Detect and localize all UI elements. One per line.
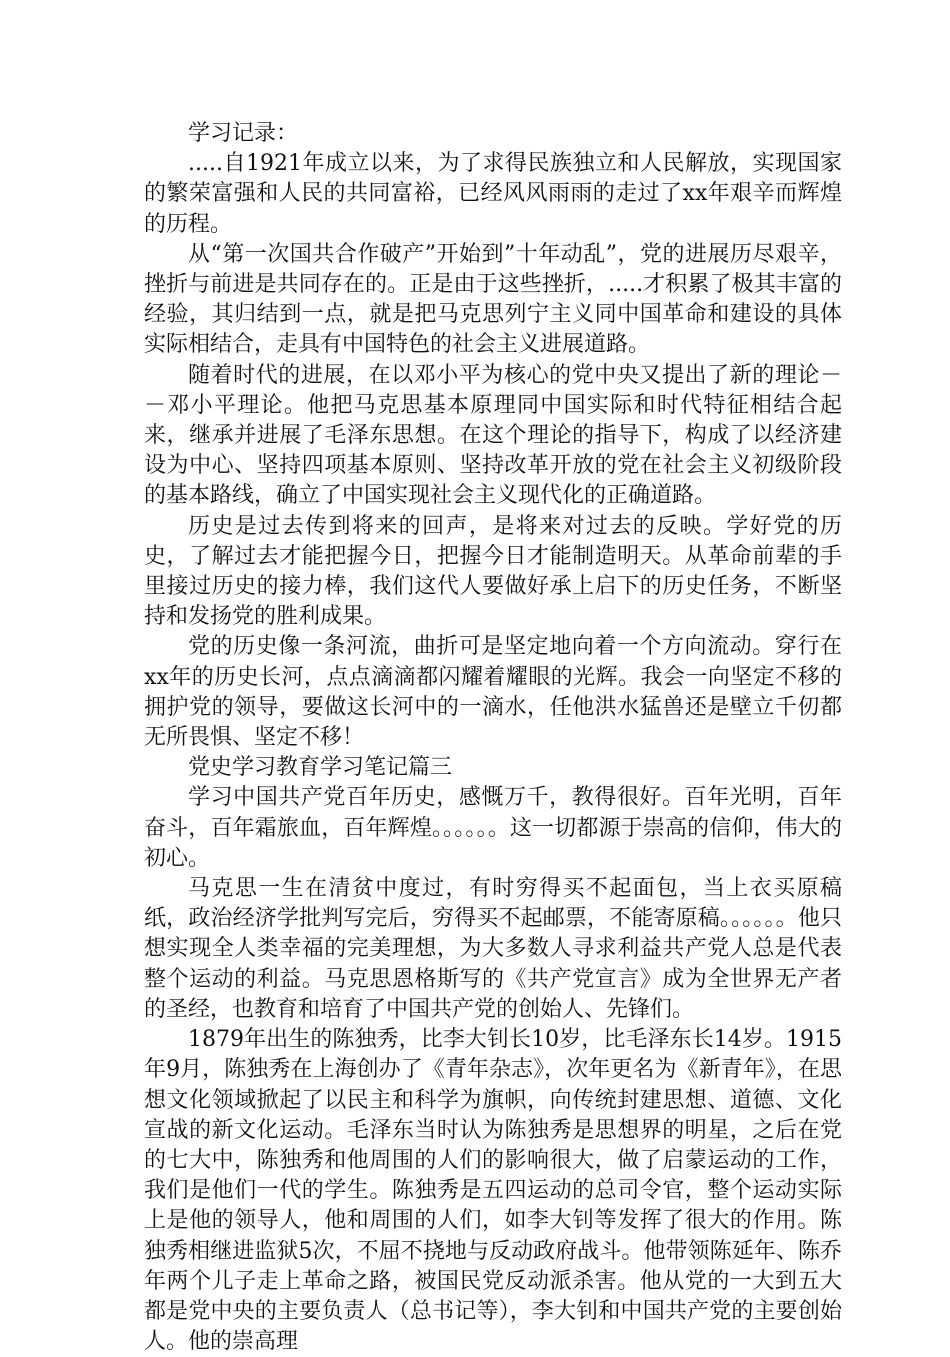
paragraph: 从“第一次国共合作破产”开始到”十年动乱”，党的进展历尽艰辛，挫折与前进是共同存在的。正是由于这些挫折，.....才积累了极其丰富的经验，其归结到一点，就是把马克思列宁主义同中国革命和建设的具体实际相结合，走具有中国特色的社会主义进展道路。: [144, 241, 842, 358]
paragraph: 历史是过去传到将来的回声，是将来对过去的反映。学好党的历史，了解过去才能把握今日，把握今日才能制造明天。从革命前辈的手里接过历史的接力棒，我们这代人要做好承上启下的历史任务，不断坚持和发扬党的胜利成果。: [144, 513, 842, 630]
paragraph: 随着时代的进展，在以邓小平为核心的党中央又提出了新的理论－－邓小平理论。他把马克思基本原理同中国实际和时代特征相结合起来，继承并进展了毛泽东思想。在这个理论的指导下，构成了以经济建设为中心、坚持四项基本原则、坚持改革开放的党在社会主义初级阶段的基本路线，确立了中国实现社会主义现代化的正确道路。: [144, 362, 842, 509]
paragraph: 马克思一生在清贫中度过，有时穷得买不起面包，当上衣买原稿纸，政治经济学批判写完后，穷得买不起邮票，不能寄原稿。。。。。。他只想实现全人类幸福的完美理想，为大多数人寻求利益共产党人总是代表整个运动的利益。马克思恩格斯写的《共产党宣言》成为全世界无产者的圣经，也教育和培育了中国共产党的创始人、先锋们。: [144, 876, 842, 1022]
paragraph: .....自1921年成立以来，为了求得民族独立和人民解放，实现国家的繁荣富强和人民的共同富裕，已经风风雨雨的走过了xx年艰辛而辉煌的历程。: [144, 151, 842, 237]
paragraph: 1879年出生的陈独秀，比李大钊长10岁，比毛泽东长14岁。1915年9月，陈独秀在上海创办了《青年杂志》，次年更名为《新青年》，在思想文化领域掀起了以民主和科学为旗帜，向传统封建思想、道德、文化宣战的新文化运动。毛泽东当时认为陈独秀是思想界的明星，之后在党的七大中，陈独秀和他周围的人们的影响很大，做了启蒙运动的工作，我们是他们一代的学生。陈独秀是五四运动的总司令官，整个运动实际上是他的领导人，他和周围的人们，如李大钊等发挥了很大的作用。陈独秀相继进监狱5次，不屈不挠地与反动政府战斗。他带领陈延年、陈乔年两个儿子走上革命之路，被国民党反动派杀害。他从党的一大到五大都是党中央的主要负责人（总书记等），李大钊和中国共产党的主要创始人。他的崇高理: [144, 1027, 842, 1355]
paragraph: 党的历史像一条河流，曲折可是坚定地向着一个方向流动。穿行在xx年的历史长河，点点滴滴都闪耀着耀眼的光辉。我会一向坚定不移的拥护党的领导，要做这长河中的一滴水，任他洪水猛兽还是壁立千仞都无所畏惧、坚定不移！: [144, 634, 842, 751]
section-heading: 党史学习教育学习笔记篇三: [188, 755, 453, 781]
paragraph-study-record-heading: 学习记录：: [188, 121, 299, 146]
paragraph: 学习中国共产党百年历史，感慨万千，教得很好。百年光明，百年奋斗，百年霜旅血，百年辉煌。。。。。。这一切都源于崇高的信仰，伟大的初心。: [144, 785, 842, 871]
document-body: [144, 119, 842, 1357]
